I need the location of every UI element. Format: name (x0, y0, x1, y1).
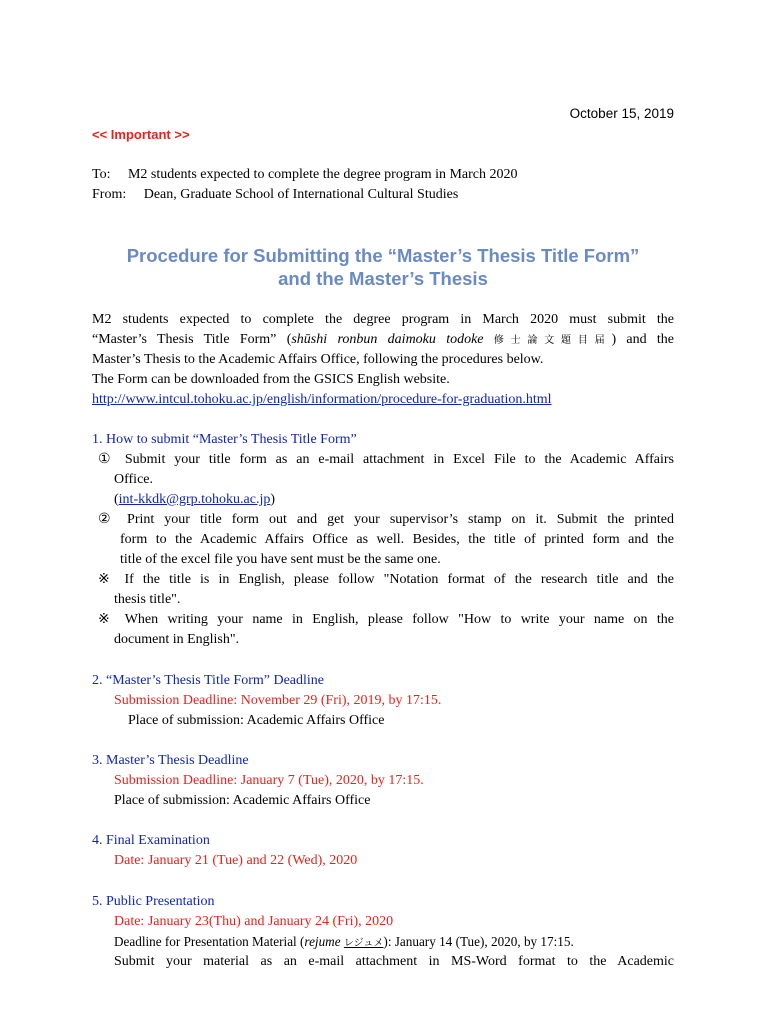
section-1-item-2-cont-2: title of the excel file you have sent must be the same one. (120, 552, 441, 567)
page-title-line2: and the Master’s Thesis (278, 268, 488, 289)
email-open-paren: ( (114, 492, 119, 507)
graduation-procedure-link-row (92, 390, 674, 410)
email-link[interactable]: int-kkdk@grp.tohoku.ac.jp (118, 492, 271, 507)
section-4-date: Date: January 21 (Tue) and 22 (Wed), 2020 (114, 853, 358, 868)
japanese-term-kanji: 修士論文題目届 (493, 335, 612, 346)
section-5-material-deadline (114, 932, 674, 954)
section-1-item-2: ② Print your title form out and get your supervisor’s stamp on it. Submit the printed (98, 512, 674, 527)
section-2-heading: 2. “Master’s Thesis Title Form” Deadline (92, 673, 325, 688)
section-1-note-1: ※ If the title is in English, please follow "Notation format of the research title and the (98, 572, 674, 587)
section-1-item-1-cont: Office. (114, 472, 153, 487)
section-5-heading: 5. Public Presentation (92, 894, 215, 909)
intro-line-3: Master’s Thesis to the Academic Affairs Office, following the procedures below. (92, 352, 544, 367)
rejume-italic: rejume (304, 934, 341, 949)
section-3-deadline: Submission Deadline: January 7 (Tue), 2020, by 17:15. (114, 773, 424, 788)
from-label: From: (92, 187, 127, 202)
rejume-katakana: レジュメ (343, 938, 384, 949)
section-1-item-2-cont-1: form to the Academic Affairs Office as well. Besides, the title of printed form and the (120, 532, 674, 547)
email-close-paren: ) (270, 492, 276, 507)
section-5-submit-line: Submit your material as an e-mail attachment in MS-Word format to the Academic (114, 954, 674, 969)
from-text: Dean, Graduate School of International Cultural Studies (143, 187, 459, 202)
intro-line-1: M2 students expected to complete the degree program in March 2020 must submit the (92, 312, 674, 327)
material-deadline-a: Deadline for Presentation Material ( (114, 934, 305, 949)
section-1-item-1: ① Submit your title form as an e-mail attachment in Excel File to the Academic Affairs (98, 452, 674, 467)
section-5-date: Date: January 23(Thu) and January 24 (Fri), 2020 (114, 914, 394, 929)
document-date: October 15, 2019 (569, 106, 674, 121)
important-label: << Important >> (92, 127, 190, 142)
material-deadline-b: ): January 14 (Tue), 2020, by 17:15. (383, 934, 574, 949)
section-1-heading: 1. How to submit “Master’s Thesis Title Form” (92, 432, 357, 447)
intro-line-4: The Form can be downloaded from the GSICS English website. (92, 372, 450, 387)
graduation-procedure-link[interactable]: http://www.intcul.tohoku.ac.jp/english/information/procedure-for-graduation.html (92, 392, 552, 407)
to-label: To: (92, 167, 111, 182)
section-3-place: Place of submission: Academic Affairs Office (114, 793, 371, 808)
email-row (114, 490, 674, 510)
from-line (92, 185, 674, 205)
section-4-heading: 4. Final Examination (92, 833, 210, 848)
intro-line-2 (92, 330, 674, 351)
section-1-note-2: ※ When writing your name in English, please follow "How to write your name on the (98, 612, 674, 627)
section-1-note-2-cont: document in English". (114, 632, 240, 647)
intro-line-2a: “Master’s Thesis Title Form” ( (92, 332, 292, 347)
section-2-place: Place of submission: Academic Affairs Office (128, 713, 385, 728)
japanese-term-italic: shūshi ronbun daimoku todoke (291, 332, 484, 347)
to-line (92, 165, 674, 185)
section-2-deadline: Submission Deadline: November 29 (Fri), 2019, by 17:15. (114, 693, 442, 708)
section-3-heading: 3. Master’s Thesis Deadline (92, 753, 249, 768)
section-1-note-1-cont: thesis title". (114, 592, 181, 607)
to-text: M2 students expected to complete the degree program in March 2020 (127, 167, 518, 182)
intro-line-2b: ) and the (611, 332, 675, 347)
page-title: Procedure for Submitting the “Master’s Thesis Title Form” (126, 245, 640, 266)
